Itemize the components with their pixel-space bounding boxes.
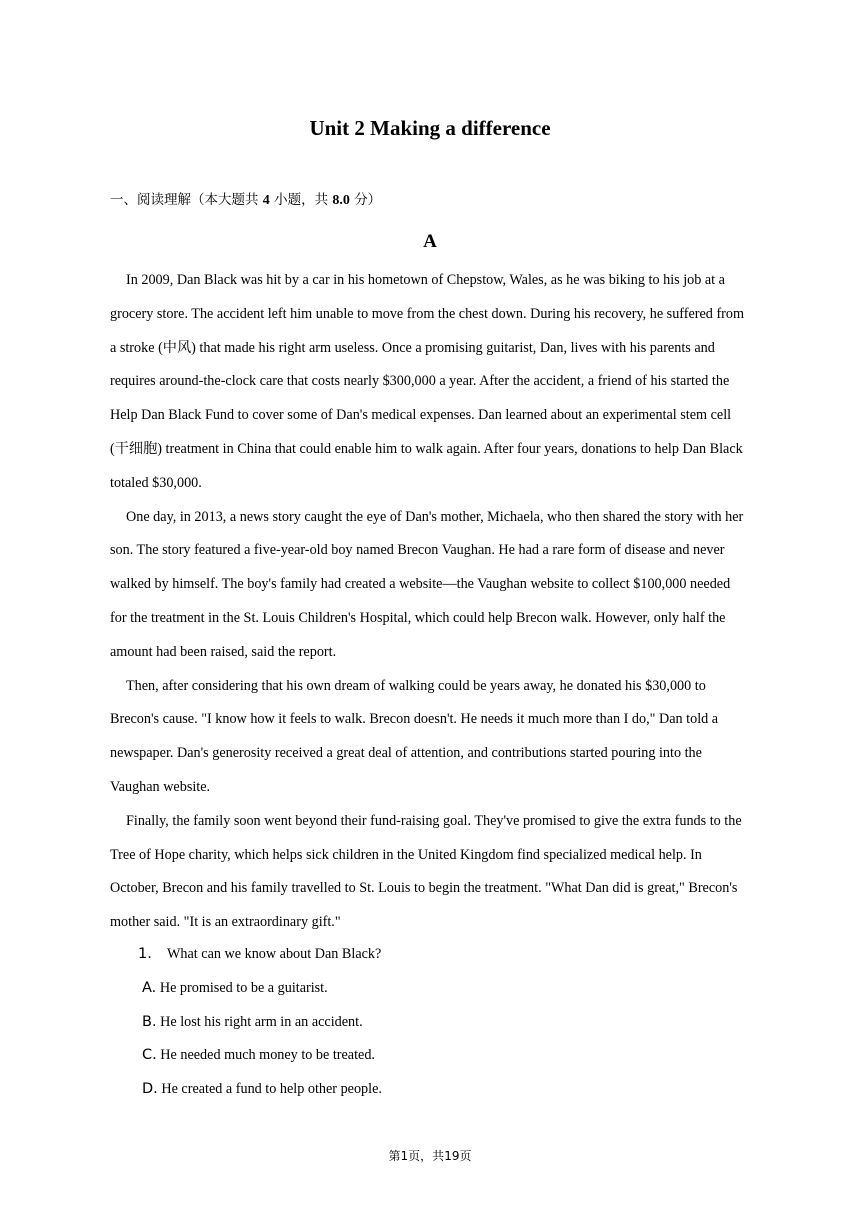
section-heading-prefix: 一、阅读理解（本大题共 [110,192,259,208]
passage-label: A [423,231,437,252]
question-stem [138,938,738,972]
section-heading-mid: 小题，共 [274,192,329,208]
option-c-letter: C. [142,1047,157,1064]
page-title: Unit 2 Making a difference [309,116,551,140]
option-a-text: He promised to be a guitarist. [159,979,328,996]
footer-page-suffix: 页 [459,1149,472,1163]
passage-paragraph-1: In 2009, Dan Black was hit by a car in his hometown of Chepstow, Wales, as he was biking to his job at a grocery store. The accident left him unable to move from the chest down. During his recovery, he suffered from a stroke (中风) that made his right arm useless. Once a promising guitarist, Dan, lives with his parents and requires around-the-clock care that costs nearly $300,000 a year. After the accident, a friend of his started the Help Dan Black Fund to cover some of Dan's medical expenses. Dan learned about an experimental stem cell (干细胞) treatment in China that could enable him to walk again. After four years, donations to help Dan Black totaled $30,000. [110,272,745,491]
total-score: 8.0 [332,193,350,208]
page-footer [0,1148,860,1164]
passage-paragraph-2: One day, in 2013, a news story caught the eye of Dan's mother, Michaela, who then shared the story with her son. The story featured a five-year-old boy named Brecon Vaughan. He had a rare form of disease and never walked by himself. The boy's family had created a website—the Vaughan website to collect $100,000 needed for the treatment in the St. Louis Children's Hospital, which could help Brecon walk. However, only half the amount had been raised, said the report. [110,508,744,660]
footer-page-number: 1 [400,1149,409,1163]
option-c[interactable] [138,1039,738,1073]
question-count: 4 [262,193,270,208]
passage-paragraph-3: Then, after considering that his own dream of walking could be years away, he donated his $30,000 to Brecon's cause. "I know how it feels to walk. Brecon doesn't. He needs it much more than I do," Dan told a newspaper. Dan's generosity received a great deal of attention, and contributions started pouring into the Vaughan website. [110,677,719,795]
option-d-text: He created a fund to help other people. [161,1081,382,1098]
option-b-letter: B. [142,1013,157,1030]
option-b-text: He lost his right arm in an accident. [160,1013,363,1030]
footer-page-prefix: 第 [388,1149,401,1163]
option-a[interactable] [138,972,738,1006]
option-a-letter: A. [142,979,157,996]
footer-page-mid: 页，共 [408,1149,445,1163]
option-b[interactable] [138,1006,738,1040]
footer-total-pages: 19 [444,1149,460,1163]
question-number: 1. [138,946,152,962]
reading-passage [110,264,750,940]
option-c-text: He needed much money to be treated. [160,1047,375,1064]
question-text: What can we know about Dan Black? [167,946,382,962]
section-heading-suffix: 分） [354,192,382,208]
option-d-letter: D. [142,1081,158,1098]
option-d[interactable] [138,1073,738,1107]
section-heading [110,190,381,211]
passage-paragraph-4: Finally, the family soon went beyond their fund-raising goal. They've promised to give the extra funds to the Tree of Hope charity, which helps sick children in the United Kingdom find specialized medical help. In October, Brecon and his family travelled to St. Louis to begin the treatment. "What Dan did is great," Brecon's mother said. "It is an extraordinary gift." [110,812,742,931]
question-1 [138,938,738,1107]
